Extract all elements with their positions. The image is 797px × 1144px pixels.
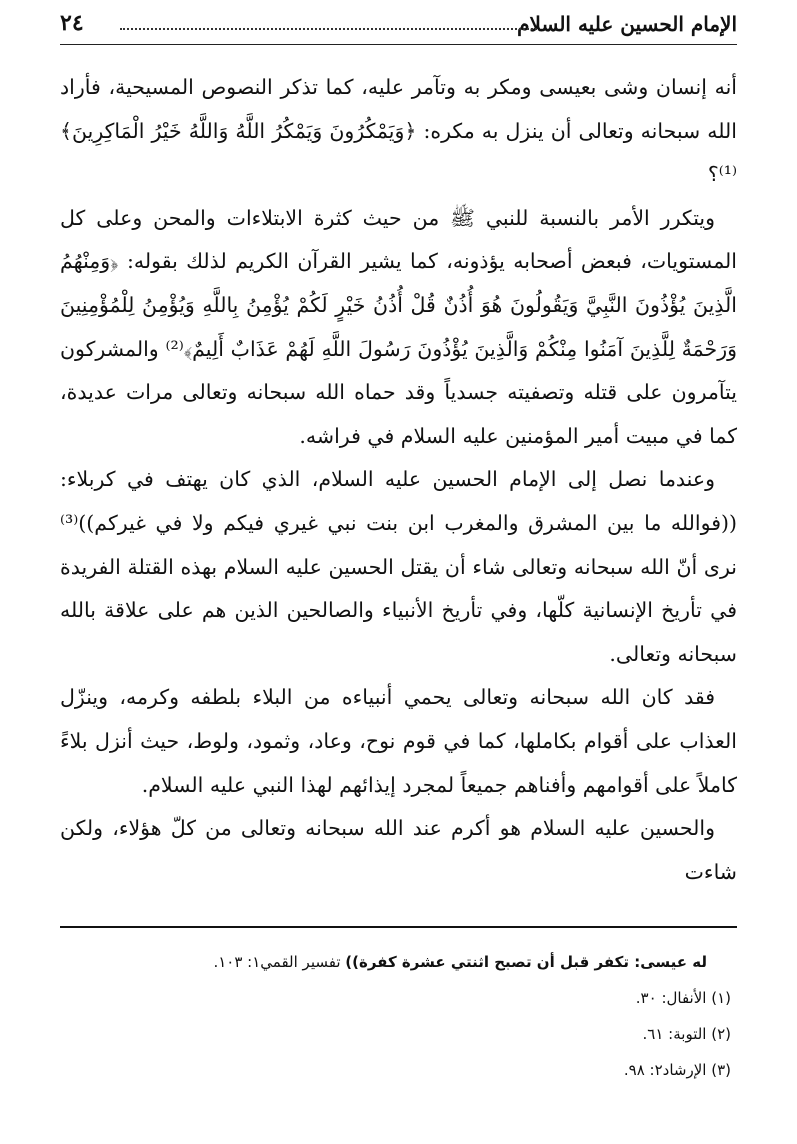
header-leader-dots (120, 26, 537, 30)
header-title: الإمام الحسين عليه السلام (517, 12, 737, 36)
running-header (60, 10, 737, 45)
paragraph-5: والحسين عليه السلام هو أكرم عند الله سبحانه وتعالى من كلّ هؤلاء، ولكن شاءت (60, 816, 737, 884)
footnote-continuation-source: تفسير القمي١: ١٠٣. (213, 953, 346, 971)
main-text (60, 66, 737, 894)
footnote-1: (١) الأنفال: ٣٠. (635, 989, 731, 1007)
page-number: ٢٤ (60, 10, 84, 36)
paragraph-2: ويتكرر الأمر بالنسبة للنبي ﷺ من حيث كثرة الابتلاءات والمحن وعلى كل المستويات، فبعض أصحابه يؤذونه، كما يشير القرآن الكريم لذلك بقوله: ﴿وَمِنْهُمُ الَّذِينَ يُؤْذُونَ النَّبِيَّ وَيَقُولُونَ هُوَ أُذُنٌ قُلْ أُذُنُ خَيْرٍ لَكُمْ يُؤْمِنُ بِاللَّهِ وَيُؤْمِنُ لِلْمُؤْمِنِينَ وَرَحْمَةٌ لِلَّذِينَ آمَنُوا مِنْكُمْ وَالَّذِينَ يُؤْذُونَ رَسُولَ اللَّهِ لَهُمْ عَذَابٌ أَلِيمٌ﴾⁽²⁾ والمشركون يتآمرون على قتله وتصفيته جسدياً وقد حماه الله سبحانه وتعالى مرات عديدة، كما في مبيت أمير المؤمنين عليه السلام في فراشه. (60, 205, 737, 448)
paragraph-1: أنه إنسان وشى بعيسى ومكر به وتآمر عليه، كما تذكر النصوص المسيحية، فأراد الله سبحانه وتعالى أن ينزل به مكره: ﴿وَيَمْكُرُونَ وَيَمْكُرُ اللَّهُ وَاللَّهُ خَيْرُ الْمَاكِرِينَ﴾⁽¹⁾؟ (60, 75, 737, 187)
footnotes (60, 944, 737, 1088)
footnote-divider (60, 926, 737, 928)
footnote-3: (٣) الإرشاد٢: ٩٨. (623, 1061, 731, 1079)
footnote-continuation-bold: له عيسى: تكفر قبل أن تصبح اثنتي عشرة كفرة)) (345, 953, 707, 971)
footnote-2: (٢) التوبة: ٦١. (642, 1025, 731, 1043)
paragraph-3: وعندما نصل إلى الإمام الحسين عليه السلام، الذي كان يهتف في كربلاء: ((فوالله ما بين المشرق والمغرب ابن بنت نبي غيري فيكم ولا في غيركم))⁽³⁾ نرى أنّ الله سبحانه وتعالى شاء أن يقتل الحسين عليه السلام بهذه القتلة الفريدة في تأريخ الإنسانية كلّها، وفي تأريخ الأنبياء والصالحين الذين هم على علاقة بالله سبحانه وتعالى. (60, 467, 737, 666)
paragraph-4: فقد كان الله سبحانه وتعالى يحمي أنبياءه من البلاء بلطفه وكرمه، وينزّل العذاب على أقوام بكاملها، كما في قوم نوح، وعاد، وثمود، ولوط، حيث أنزل بلاءً كاملاً على أقوامهم وأفناهم جميعاً لمجرد إيذائهم لهذا النبي عليه السلام. (60, 685, 737, 797)
footnote-continuation (60, 944, 737, 980)
